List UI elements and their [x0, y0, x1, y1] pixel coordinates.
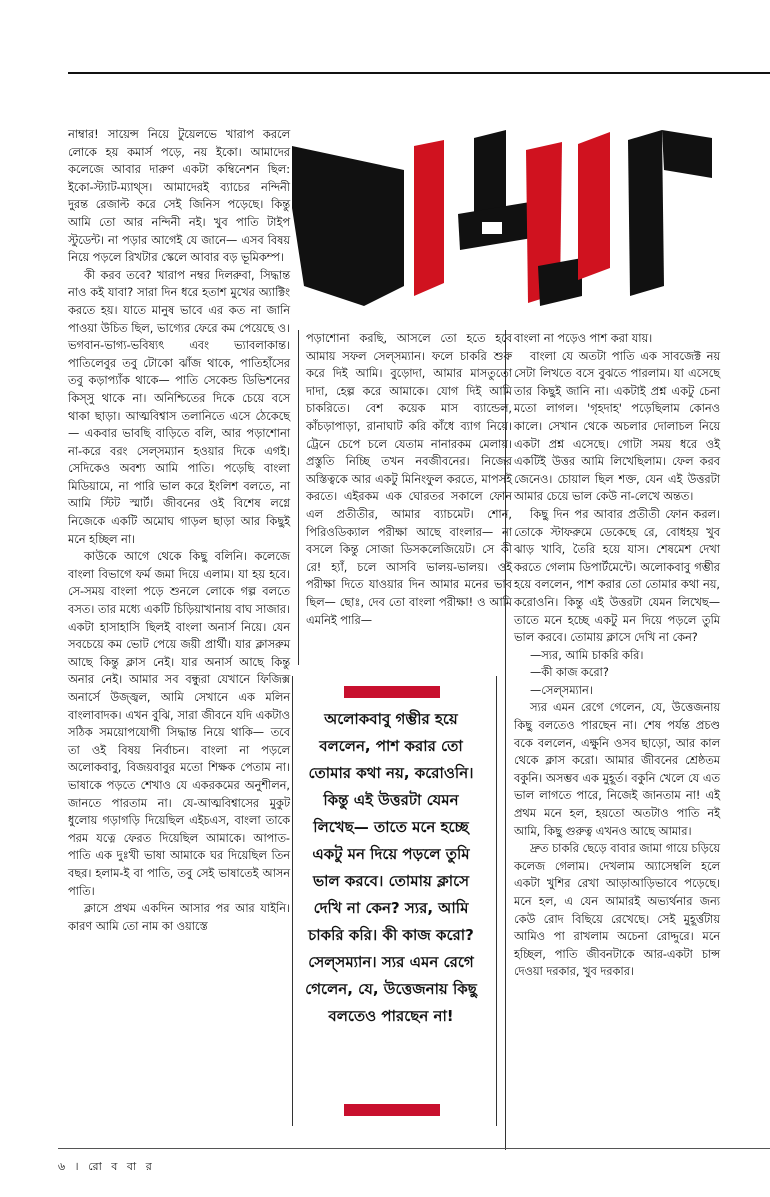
- page-footer: ৬ । রো ব বা র: [58, 1160, 155, 1173]
- paragraph: কাউকে আগে থেকে কিছু বলিনি। কলেজে বাংলা বিভাগে ফর্ম জমা দিয়ে এলাম। যা হয় হবে। সে-সময় বাংলা পড়ে শুনলে লোকে গল্প বলতে বসত। তার মধ্যে একটি চিড়িয়াখানায় বাঘ সাজার। একটা হাসাহাসি ছিলই বাংলা অনার্স নিয়ে। যেন সবচেয়ে কম ভোট পেয়ে জয়ী প্রার্থী। যার ক্লাসরুম আছে কিন্তু ক্লাস নেই। যার অনার্স আছে কিন্তু অনার নেই। আমার সব বন্ধুরা যেখানে ফিজিক্স অনার্সে উজ্জ্বল, আমি সেখানে এক মলিন বাংলাবাদক। এখন বুঝি, সারা জীবনে যদি একটাও সঠিক সময়োপযোগী সিদ্ধান্ত নিয়ে থাকি— তবে তা ওই বিষয় নির্বাচন। বাংলা না পড়লে অলোকবাবু, বিজয়বাবুর মতো শিক্ষক পেতাম না। ভাষাকে পড়তে শেখাও যে একরকমের অনুশীলন, জানতে পারতাম না। যে-আত্মবিশ্বাসের মুকুট ধুলোয় গড়াগড়ি দিয়েছিল এইচএস, বাংলা তাকে পরম যত্নে ফেরত দিয়েছিল আমাকে। আপাত-পাতি এক দুঃখী ভাষা আমাকে ঘর দিয়েছিল তিন বছর। হলাম-ই বা পাতি, তবু সেই ভাষাতেই আসন পাতি।: [68, 550, 290, 898]
- text-column-2: [306, 330, 512, 629]
- text-column-1: [68, 126, 290, 935]
- dialogue-line: —সেল্সম্যান।: [530, 683, 593, 697]
- paragraph: বাংলা না পড়েও পাশ করা যায়।: [514, 332, 653, 345]
- masthead-logo: [292, 118, 722, 323]
- pull-quote: অলোকবাবু গম্ভীর হয়ে বললেন, পাশ করার তো তোমার কথা নয়, করোওনি। কিন্তু এই উত্তরটা যেমন লিখেছ— তাতে মনে হচ্ছে একটু মন দিয়ে পড়লে তুমি ভাল করবে। তোমায় ক্লাসে দেখি না কেন? স্যর, আমি চাকরি করি। কী কাজ করো? সেল্সম্যান। স্যর এমন রেগে গেলেন, যে, উত্তেজনায় কিছু বলতেও পারছেন না!: [305, 710, 477, 1025]
- paragraph: পড়াশোনা করছি, আসলে তো হতে হবে আমায় সফল সেল্সম্যান। ফলে চাকরি শুরু করে দিই আমি। বুড়োদা, আমার মাসতুতো দাদা, হেল্প করে আমাকে। যোগ দিই আমি চাকরিতে। বেশ কয়েক মাস ব্যান্ডেল, কাঁচড়াপাড়া, রানাঘাট করি কাঁধে ব্যাগ নিয়ে। ট্রেনে চেপে চলে যেতাম নানারকম মেলায়। প্রস্তুতি নিচ্ছি তখন নবজীবনের। নিজের অস্তিত্বকে আর একটু মিনিংফুল করতে, মাপসই করতে। এইরকম এক ঘোরতর সকালে ফোন এল প্রতীতীর, আমার ব্যাচমেট। শোন, পিরিওডিক্যাল পরীক্ষা আছে বাংলার— না বসলে কিন্তু সোজা ডিসকলেজিয়েট। সে কী রে! হ্যাঁ, চলে আসবি ভালয়-ভালয়। ওই পরীক্ষা দিতে যাওয়ার দিন আমার মনের ভাব ছিল— ছোঃ, দেব তো বাংলা পরীক্ষা! ও আমি এমনিই পারি—: [306, 332, 512, 627]
- paragraph: স্যর এমন রেগে গেলেন, যে, উত্তেজনায় কিছু বলতেও পারছেন না। শেষ পর্যন্ত প্রচণ্ড বকে বললেন, এক্ষুনি ওসব ছাড়ো, আর কাল থেকে ক্লাস করো। আমার জীবনের শ্রেষ্ঠতম বকুনি। অসম্ভব এক মুহূর্ত। বকুনি খেলে যে এত ভাল লাগতে পারে, নিজেই জানতাম না! এই প্রথম মনে হল, হয়তো অতটাও পাতি নই আমি, কিছু গুরুত্ব এখনও আছে আমার।: [514, 701, 720, 838]
- logo-block-10: [662, 130, 712, 178]
- logo-block-8: [578, 132, 610, 280]
- pull-quote-bar-bottom: [344, 1104, 440, 1116]
- text-column-3: [514, 330, 720, 981]
- footer-rule: [58, 1148, 770, 1149]
- logo-block-9: [628, 130, 664, 296]
- dialogue-line: —স্যর, আমি চাকরি করি।: [530, 648, 644, 662]
- paragraph: কী করব তবে? খারাপ নম্বর দিলরুবা, সিদ্ধান্ত নাও কই যাবা? সারা দিন ধরে হতাশ মুখের অ্যাক্টিং করতে হয়। যাতে মানুষ ভাবে এর কত না জানি পাওয়া উচিত ছিল, ভাগ্যের ফেরে কম পেয়েছে ও। ভগবান-ভাগ্য-ভবিষ্যৎ এবং ভ্যাবলাকান্ত। পাতিলেবুর তবু টোকো ঝাঁজ থাকে, পাতিহাঁসের তবু কড়াপ্যাঁক থাকে— পাতি সেকেন্ড ডিভিশনের কিস্সু থাকে না। অনিশ্চিতের দিকে চেয়ে বসে থাকা ছাড়া। আত্মবিশ্বাস তলানিতে এসে ঠেকেছে— একবার ভাবছি বাড়িতে বলি, আর পড়াশোনা না-করে বরং সেল্সম্যান হওয়ার দিকে এগই। সেদিকেও অবশ্য আমি পাতি। পড়েছি বাংলা মিডিয়ামে, না পারি ভাল করে ইংলিশ বলতে, না আমি স্টিট স্মার্ট। জীবনের ওই বিশেষ লগ্নে নিজেকে একটি অমোঘ গাড়ল ছাড়া আর কিছুই মনে হচ্ছিল না।: [68, 268, 290, 546]
- top-rule: [68, 72, 770, 74]
- paragraph: দ্রুত চাকরি ছেড়ে বাবার জামা গায়ে চড়িয়ে কলেজ গেলাম। দেখলাম অ্যাসেম্বলি হলে একটা খুশির রেখা আড়াআড়িভাবে পড়েছে। মনে হল, এ যেন আমারই অভ্যর্থনার জন্য কেউ রোদ বিছিয়ে রেখেছে। সেই মুহূর্ত্তটায় আমিও পা রাখলাম অচেনা রোদ্দুরে। মনে হচ্ছিল, পাতি জীবনটাকে আর-একটা চান্স দেওয়া দরকার, খুব দরকার।: [514, 842, 720, 979]
- paragraph: বাংলা যে অতটা পাতি এক সাবজেক্ট নয় সেটা লিখতে বসে বুঝতে পারলাম। যা এসেছে তার কিছুই জানি না। একটাই প্রশ্ন একটু চেনা মতো লাগল। 'গৃহদাহ' পড়েছিলাম কোনও কালে। সেখান থেকে অচলার দোলাচল নিয়ে একটা প্রশ্ন এসেছে। গোটা সময় ধরে ওই একটিই উত্তর আমি লিখেছিলাম। ফেল করব জেনেও। চোয়াল ছিল শক্ত, যেন এই উত্তরটা আমার চেয়ে ভাল কেউ না-লেখে অন্তত।: [514, 349, 720, 504]
- pull-quote-bar-top: [344, 686, 440, 698]
- column-divider: [298, 330, 299, 665]
- logo-block-1: [292, 146, 404, 306]
- paragraph: নাম্বার! সায়েন্স নিয়ে টুয়েলভে খারাপ করলে লোকে হয় কমার্স পড়ে, নয় ইকো। আমাদের কলেজে আবার দারুণ একটা কম্বিনেশন ছিল: ইকো-স্ট্যাট-ম্যাথ্স। আমাদেরই ব্যাচের নন্দিনী দুরন্ত রেজাল্ট করে সেই জিনিস পড়েছে। কিন্তু আমি তো আর নন্দিনী নই। খুব পাতি টাইপ স্টুডেন্ট। না পড়ার আগেই যে জানে— এসব বিষয় নিয়ে পড়লে রিখটার স্কেলে আবার বড় ভূমিকম্প।: [68, 128, 290, 265]
- logo-block-7: [538, 258, 582, 306]
- logo-block-5: [482, 222, 502, 234]
- paragraph: কিছু দিন পর আবার প্রতীতী ফোন করল। তোকে স্টাফরুমে ডেকেছে রে, বোধহয় খুব ঝাড় খাবি, তৈরি হয়ে যাস। শেষমেশ দেখা করতে গেলাম ডিপার্টমেন্টে। অলোকবাবু গম্ভীর হয়ে বললেন, পাশ করার তো তোমার কথা নয়, করোওনি। কিন্তু এই উত্তরটা যেমন লিখেছ— তাতে মনে হচ্ছে একটু মন দিয়ে পড়লে তুমি ভাল করবে। তোমায় ক্লাসে দেখি না কেন?: [514, 507, 720, 645]
- paragraph: ক্লাসে প্রথম একদিন আসার পর আর যাইনি। কারণ আমি তো নাম কা ওয়াস্তে: [68, 902, 290, 933]
- logo-block-2: [414, 140, 444, 296]
- dialogue-line: —কী কাজ করো?: [530, 666, 609, 680]
